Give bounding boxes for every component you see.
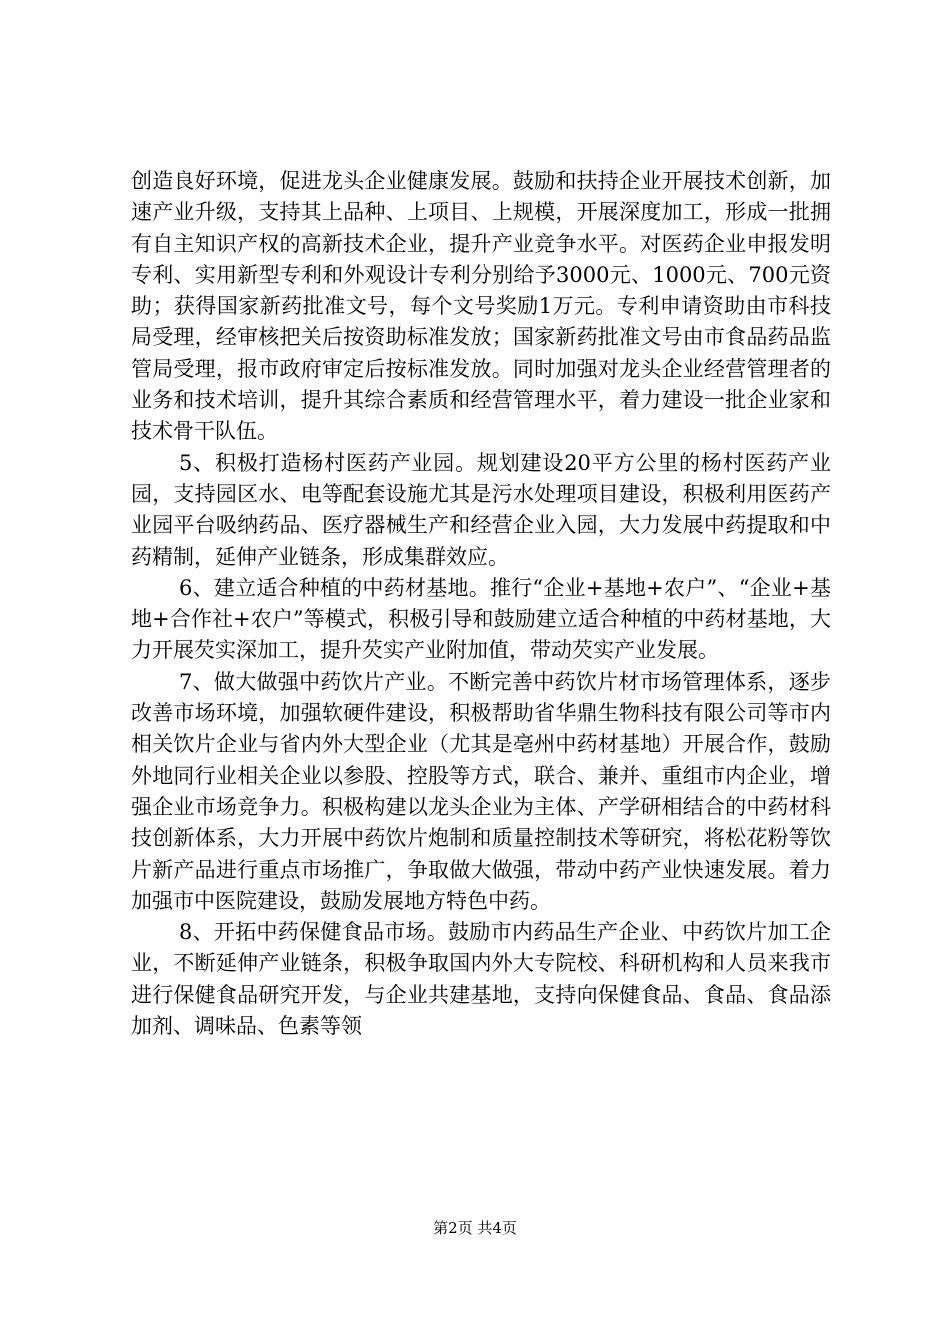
paragraph-continued: 创造良好环境，促进龙头企业健康发展。鼓励和扶持企业开展技术创新，加速产业升级，支持其上品种、上项目、上规模，开展深度加工，形成一批拥有自主知识产权的高新技术企业，提升产业竞争水平。对医药企业申报发明专利、实用新型专利和外观设计专利分别给予3000元、1000元、700元资助；获得国家新药批准文号，每个文号奖励1万元。专利申请资助由市科技局受理，经审核把关后按资助标准发放；国家新药批准文号由市食品药品监管局受理，报市政府审定后按标准发放。同时加强对龙头企业经营管理者的业务和技术培训，提升其综合素质和经营管理水平，着力建设一批企业家和技术骨干队伍。 [131,169,831,444]
page-number-footer: 第2页 共4页 [433,1219,517,1237]
paragraph-item-8: 8、开拓中药保健食品市场。鼓励市内药品生产企业、中药饮片加工企业，不断延伸产业链条，积极争取国内外大专院校、科研机构和人员来我市进行保健食品研究开发，与企业共建基地，支持向保健食品、食品、食品添加剂、调味品、色素等领 [131,920,831,1039]
document-body [131,166,831,1042]
paragraph-item-5: 5、积极打造杨村医药产业园。规划建设20平方公里的杨村医药产业园，支持园区水、电等配套设施尤其是污水处理项目建设，积极利用医药产业园平台吸纳药品、医疗器械生产和经营企业入园，大力发展中药提取和中药精制，延伸产业链条，形成集群效应。 [131,450,831,569]
paragraph-item-6: 6、建立适合种植的中药材基地。推行“企业+基地+农户”、“企业+基地+合作社+农户”等模式，积极引导和鼓励建立适合种植的中药材基地，大力开展芡实深加工，提升芡实产业附加值，带动芡实产业发展。 [131,575,831,663]
paragraph-item-7: 7、做大做强中药饮片产业。不断完善中药饮片材市场管理体系，逐步改善市场环境，加强软硬件建设，积极帮助省华鼎生物科技有限公司等市内相关饮片企业与省内外大型企业（尤其是亳州中药材基地）开展合作，鼓励外地同行业相关企业以参股、控股等方式，联合、兼并、重组市内企业，增强企业市场竞争力。积极构建以龙头企业为主体、产学研相结合的中药材科技创新体系，大力开展中药饮片炮制和质量控制技术等研究，将松花粉等饮片新产品进行重点市场推广，争取做大做强，带动中药产业快速发展。着力加强市中医院建设，鼓励发展地方特色中药。 [131,669,831,913]
